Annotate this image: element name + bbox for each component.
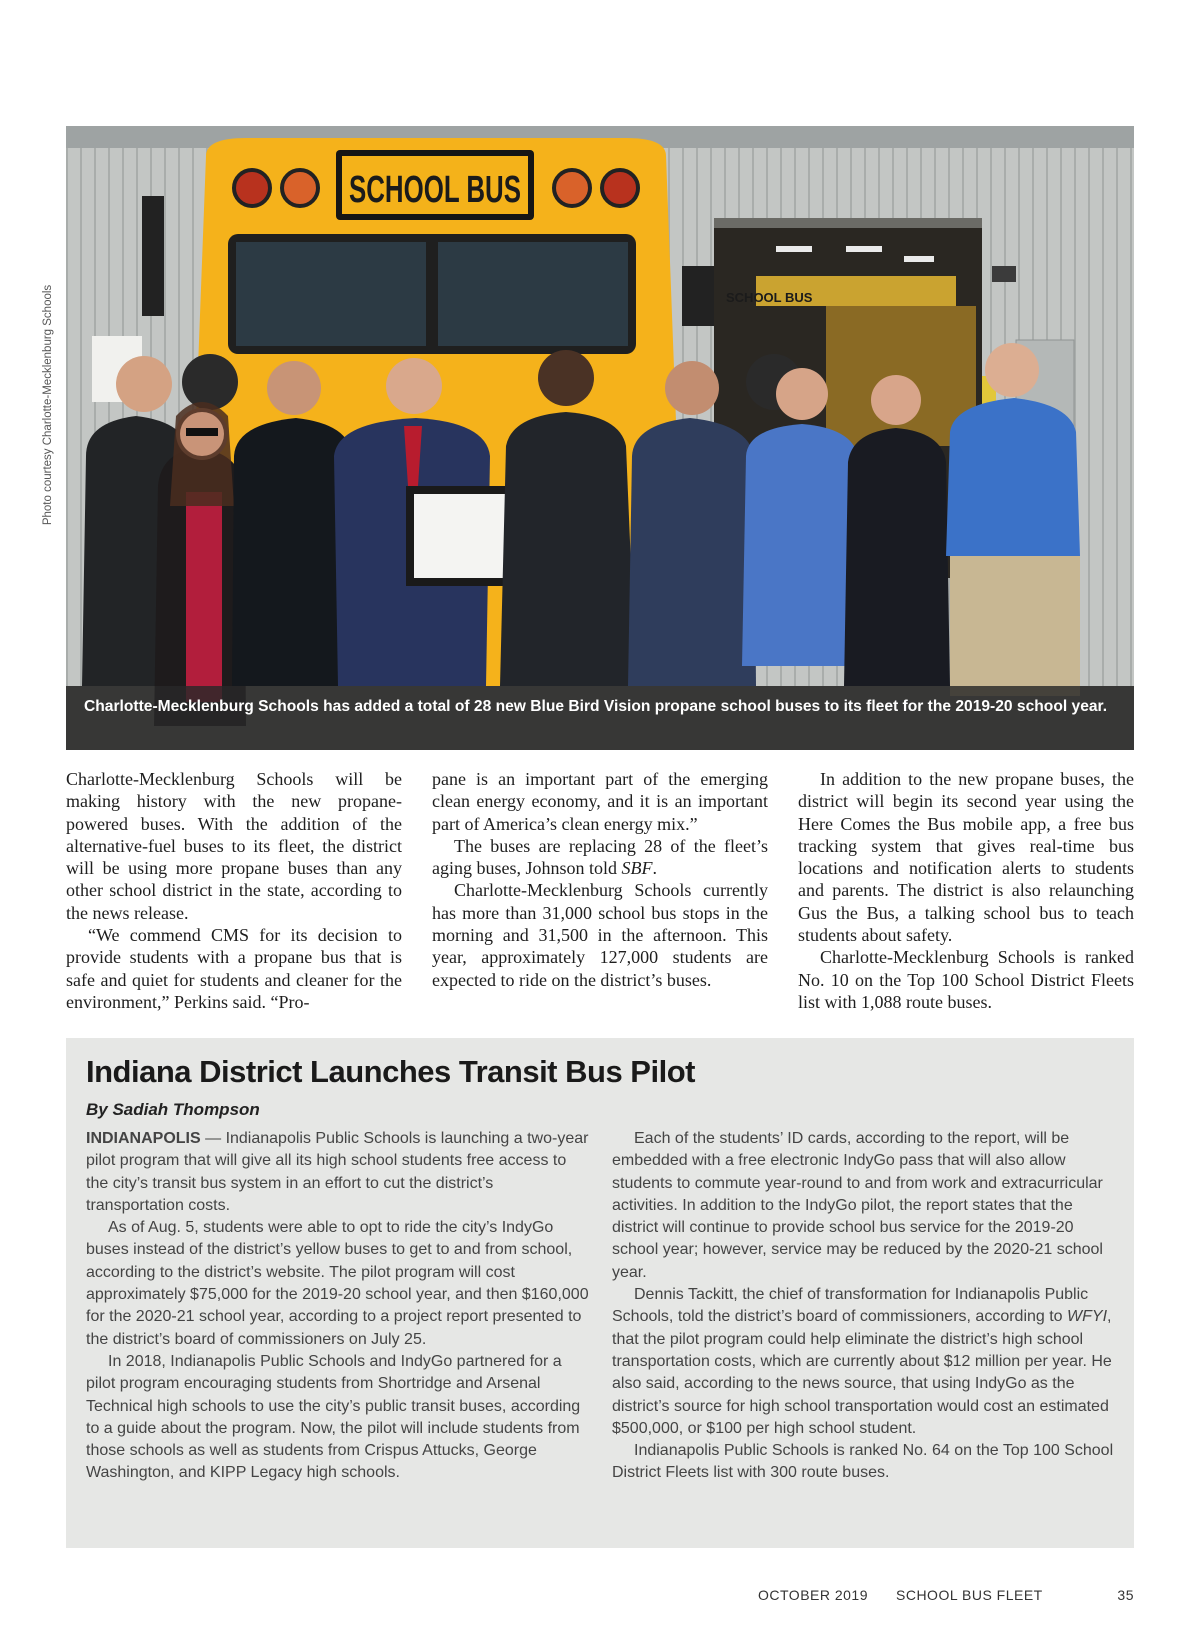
sidebar-article [66, 1038, 1134, 1548]
article-paragraph: Charlotte-Mecklenburg Schools currently has more than 31,000 school bus stops in the morning and 31,500 in the afternoon. This year, approximately 127,000 students are expected to ride on the district’s buses. [432, 880, 768, 990]
article-column-3 [798, 768, 1134, 1013]
article-body [66, 768, 1134, 1018]
sidebar-byline: By Sadiah Thompson [86, 1100, 260, 1119]
footer-magazine-name: SCHOOL BUS FLEET [896, 1587, 1043, 1603]
article-paragraph: In addition to the new propane buses, the district will begin its second year using the Here Comes the Bus mobile app, a free bus tracking system that gives real-time bus locations and notification alerts to students and parents. The district is also relaunching Gus the Bus, a talking school bus to teach students about safety. [798, 769, 1134, 946]
article-paragraph: pane is an important part of the emerging clean energy economy, and it is an important part of America’s clean energy mix.” [432, 769, 768, 834]
photo-credit [38, 125, 58, 685]
sidebar-text: Dennis Tackitt, the chief of transformation for Indianapolis Public Schools, told the district’s board of commissioners, according to [612, 1286, 1089, 1326]
article-paragraph: Charlotte-Mecklenburg Schools is ranked No. 10 on the Top 100 School District Fleets list with 1,088 route buses. [798, 947, 1134, 1012]
article-paragraph: Charlotte-Mecklenburg Schools will be making history with the new propane-powered buses. With the addition of the alternative-fuel buses to its fleet, the district will be using more propane buses than any other school district in the state, according to the news release. [66, 769, 402, 923]
sidebar-paragraph [86, 1128, 591, 1217]
photo-caption: Charlotte-Mecklenburg Schools has added a total of 28 new Blue Bird Vision propane school buses to its fleet for the 2019-20 school year. [66, 686, 1134, 750]
sidebar-paragraph: Indianapolis Public Schools is ranked No. 64 on the Top 100 School District Fleets list with 300 route buses. [612, 1442, 1114, 1482]
page-footer [66, 1587, 1134, 1607]
sidebar-column-1 [86, 1128, 591, 1485]
footer-issue-date: OCTOBER 2019 [758, 1587, 869, 1603]
sidebar-lead: — Indianapolis Public Schools is launching a two-year pilot program that will give all its high school students free access to the city’s transit bus system in an effort to cut the district’s transportation costs. [86, 1130, 589, 1214]
dateline: INDIANAPOLIS [86, 1130, 201, 1147]
garage-bus-sign: SCHOOL BUS [726, 290, 813, 305]
bus-group-photo-illustration [66, 126, 1134, 750]
photo-credit-text: Photo courtesy Charlotte-Mecklenburg Schools [42, 284, 54, 526]
article-paragraph [432, 835, 768, 880]
publication-name: WFYI [1067, 1308, 1108, 1326]
article-column-1 [66, 768, 402, 1013]
sidebar-column-2 [612, 1128, 1117, 1485]
sidebar-title: Indiana District Launches Transit Bus Pilot [86, 1054, 695, 1089]
sidebar-paragraph: In 2018, Indianapolis Public Schools and IndyGo partnered for a pilot program encouraging students from Shortridge and Arsenal Technical high schools to use the city’s public transit buses, according to a guide about the program. Now, the pilot will include students from those schools as well as students from Crispus Attucks, George Washington, and KIPP Legacy high schools. [86, 1352, 581, 1482]
page-number: 35 [1117, 1587, 1134, 1603]
sidebar-text: , that the pilot program could help eliminate the district’s high school transportation costs, which are currently about $12 million per year. He also said, according to the news source, that using IndyGo as the district’s source for high school transportation would cost an estimated $500,000, or $100 per high school student. [612, 1308, 1112, 1437]
article-photo [66, 126, 1134, 750]
sidebar-paragraph [612, 1284, 1117, 1440]
sidebar-paragraph: Each of the students’ ID cards, according to the report, will be embedded with a free electronic IndyGo pass that will also allow students to commute year-round to and from work and extracurricular activities. In addition to the IndyGo pilot, the report states that the district will continue to provide school bus service for the 2019-20 school year; however, service may be reduced by the 2020-21 school year. [612, 1130, 1103, 1281]
sidebar-paragraph: As of Aug. 5, students were able to opt to ride the city’s IndyGo buses instead of the district’s yellow buses to get to and from school, according to the district’s website. The pilot program will cost approximately $75,000 for the 2019-20 school year, and then $160,000 for the 2020-21 school year, according to a project report presented to the district’s board of commissioners on July 25. [86, 1219, 589, 1348]
article-column-2 [432, 768, 768, 991]
publication-name: SBF [621, 858, 653, 879]
article-text: The buses are replacing 28 of the fleet’s aging buses, Johnson told [432, 835, 768, 879]
bus-sign: SCHOOL BUS [349, 169, 521, 211]
article-text: . [652, 858, 658, 879]
article-paragraph: “We commend CMS for its decision to provide students with a propane bus that is safe and quiet for students and cleaner for the environment,” Perkins said. “Pro- [66, 925, 402, 1012]
